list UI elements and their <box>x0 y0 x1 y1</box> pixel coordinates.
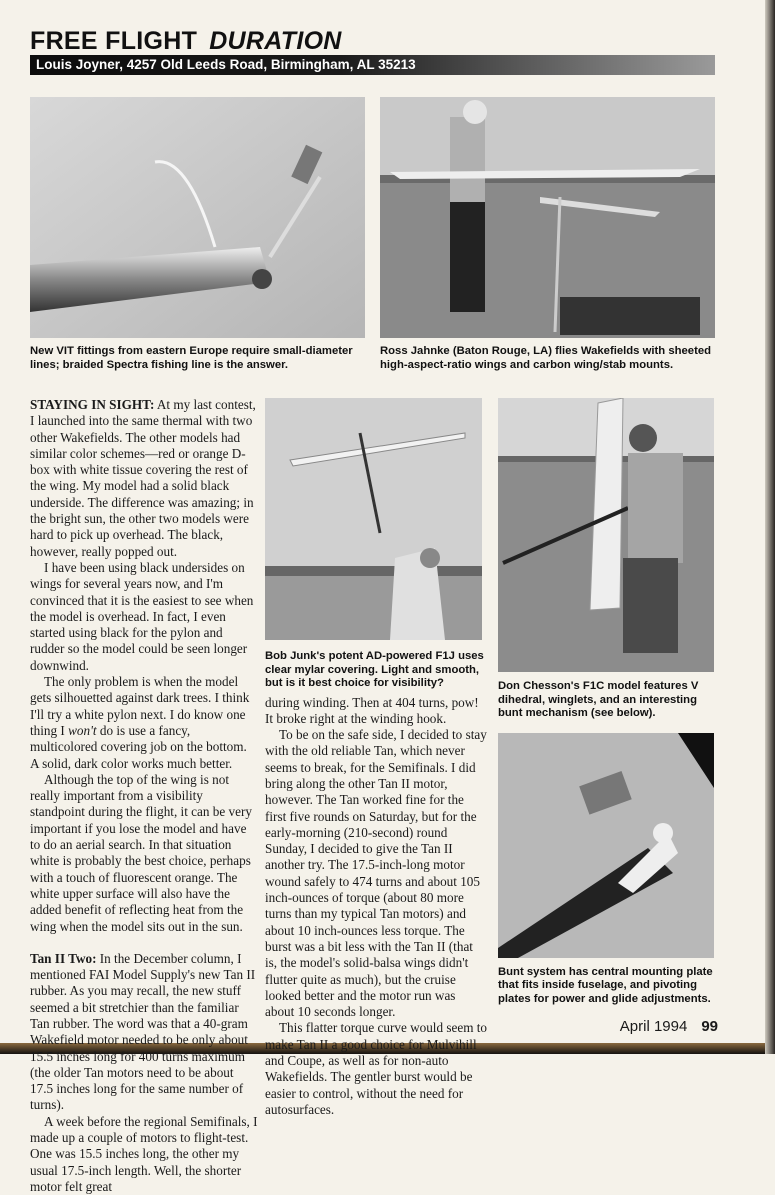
scan-edge-right <box>765 0 775 1054</box>
caption-vit-fittings: New VIT fittings from eastern Europe require small-diameter lines; braided Spectra fishing line is the answer. <box>30 345 353 371</box>
title-italic: DURATION <box>209 27 342 55</box>
caption-ross-jahnke: Ross Jahnke (Baton Rouge, LA) flies Wakefields with sheeted high-aspect-ratio wings and carbon wing/stab mounts. <box>380 345 712 371</box>
paragraph-text: At my last contest, I launched into the same thermal with two other Wakefields. The other models had similar color schemes—red or orange D-box with white tissue covering the rest of the wing. My model had a solid black underside. The difference was amazing; in the bright sun, the other two models were hard to pick up overhead. The black, however, really popped out. <box>30 397 256 559</box>
page-number: 99 <box>701 1018 718 1035</box>
paragraph <box>30 397 258 560</box>
middle-column <box>265 398 487 1118</box>
caption-don-chesson: Don Chesson's F1C model features V dihedral, winglets, and an interesting bunt mechanism (see below). <box>498 680 699 719</box>
paragraph: To be on the safe side, I decided to stay with the old reliable Tan, which never seems to break, for the Semifinals. I did bring along the other Tan II motor, however. The Tan worked fine for the first five rounds on Saturday, but for the early-morning (210-second) round Sunday, I decided to give the Tan II another try. The 17.5-inch-long motor wound safely to 474 turns and about 105 inch-ounces of torque (about 80 more turns than my typical Tan motors) and about 10 inch-ounces less torque. The burst was a bit less with the Tan II (that is, the model's solid-balsa wings didn't flutter quite as much), but the cruise looked better and the motor run was about 10 seconds longer. <box>265 727 487 1020</box>
paragraph: A week before the regional Semifinals, I made up a couple of motors to flight-test. One was 15.5 inches long, the other my usual 17.5-inch length. Well, the shorter motor felt great <box>30 1113 258 1194</box>
photo-ross-jahnke <box>380 97 715 338</box>
paragraph: This flatter torque curve would seem to make Tan II a good choice for Mulvihill and Coupe, as well as for non-auto Wakefields. The gentler burst would be easier to control, without the need for autosurfaces. <box>265 1020 488 1117</box>
paragraph: Although the top of the wing is not really important from a visibility standpoint during the flight, it can be very important if you lose the model and have to do an aerial search. In that situation white is probably the best choice, perhaps with a touch of fluorescent orange. The white upper surface will also have the added benefit of reflecting heat from the wing when the model sits out in the sun. <box>30 771 252 934</box>
paragraph: during winding. Then at 404 turns, pow! It broke right at the winding hook. <box>265 694 479 726</box>
photo-vit-fittings <box>30 97 365 338</box>
author-bar <box>30 55 715 75</box>
caption-bob-junk: Bob Junk's potent AD-powered F1J uses clear mylar covering. Light and smooth, but is it best choice for visibility? <box>265 650 484 689</box>
column-title <box>30 27 342 56</box>
paragraph <box>30 674 258 772</box>
paragraph-text: In the December column, I mentioned FAI Model Supply's new Tan II rubber. As you may recall, the new stuff seemed a bit stretchier than the familiar Tan rubber. The word was that a 40-gram Wakefield motor needed to be only about 15.5 inches long for 400 turns maximum (the older Tan motors need to be about 17.5 inches long for the same number of turns). <box>30 950 256 1113</box>
section-heading-staying-in-sight: STAYING IN SIGHT: <box>30 397 155 412</box>
photo-don-chesson <box>498 398 714 672</box>
section-heading-tan-ii-two: Tan II Two: <box>30 950 97 966</box>
page-footer <box>498 1018 718 1035</box>
caption-bunt-system: Bunt system has central mounting plate that fits inside fuselage, and pivoting plates for power and glide adjustments. <box>498 965 713 1005</box>
photo-bob-junk <box>265 398 482 640</box>
photo-bunt-system <box>498 733 714 958</box>
article-column-2 <box>265 695 487 1119</box>
issue-date: April 1994 <box>619 1018 688 1035</box>
right-column <box>498 398 718 1035</box>
paragraph <box>30 951 258 1114</box>
paragraph: I have been using black undersides on wings for several years now, and I'm convinced that it is the easiest to see when the model is overhead. In fact, I even started using black for the pylon and rudder so the model could be seen longer downwind. <box>30 559 254 673</box>
article-column-1 <box>30 397 258 1195</box>
title-main: FREE FLIGHT <box>30 27 198 55</box>
paragraph-text: do is use a fancy, multicolored covering job on the bottom. A solid, dark color works much better. <box>30 722 247 771</box>
author-address: Louis Joyner, 4257 Old Leeds Road, Birmingham, AL 35213 <box>36 57 416 72</box>
emphasis: won't <box>68 722 97 738</box>
paragraph-text: The only problem is when the model gets silhouetted against dark trees. I think I'll try a white pylon next. I do know one thing I <box>30 674 250 738</box>
